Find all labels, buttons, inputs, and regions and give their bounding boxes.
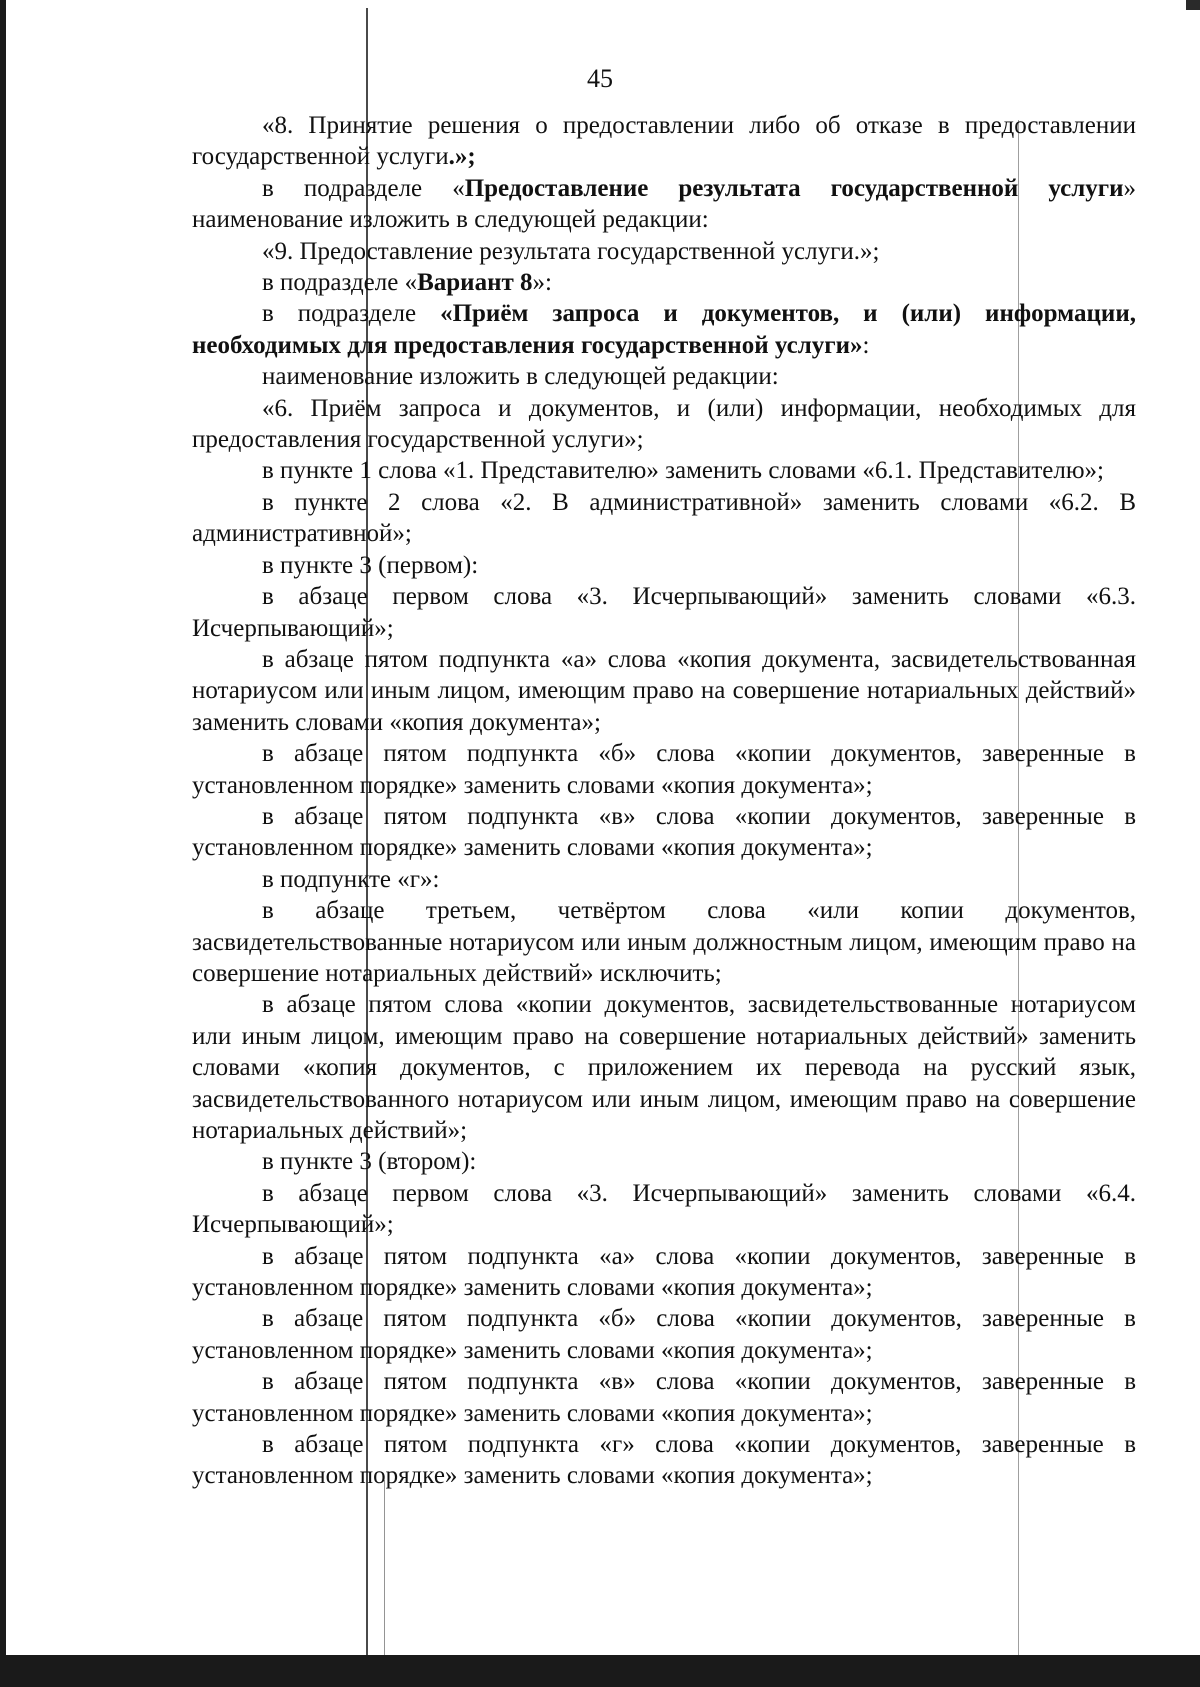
text-run: »: [532, 269, 552, 297]
text-run: в пункте 3 (втором): [262, 1148, 477, 1176]
scan-fold-line [384, 1480, 385, 1660]
paragraph [192, 298, 1136, 361]
paragraph [192, 801, 1136, 864]
paragraph [192, 864, 1136, 895]
text-run: в пункте 3 (первом): [262, 551, 479, 579]
text-run: в пункте 2 слова «2. В административной» заменить словами «6.2. В административной»; [192, 488, 1136, 548]
paragraph [192, 1146, 1136, 1177]
text-run: в абзаце пятом подпункта «а» слова «копия документа, засвидетельствованная нотариусом или иным лицом, имеющим право на совершение нотариальных действий» заменить словами «копия документа»; [192, 645, 1136, 736]
paragraph [192, 1178, 1136, 1241]
paragraph [192, 581, 1136, 644]
text-run: «8. Принятие решения о предоставлении либо об отказе в предоставлении государственной услуги [192, 112, 1136, 171]
text-run: в подпункте «г»: [262, 865, 440, 893]
text-run: в абзаце пятом подпункта «а» слова «копии документов, заверенные в установленном порядке» заменить словами «копия документа»; [192, 1242, 1136, 1302]
text-run: в абзаце пятом слова «копии документов, засвидетельствованные нотариусом или иным лицом, имеющим право на совершение нотариальных действий» заменить словами «копия документов, с приложением их перевода на русский язык, засвидетельствованного нотариусом или иным лицом, имеющим право на совершение нотариальных действий»; [192, 991, 1136, 1144]
paragraph [192, 393, 1136, 456]
paragraph [192, 455, 1136, 486]
text-run: в абзаце пятом подпункта «б» слова «копии документов, заверенные в установленном порядке» заменить словами «копия документа»; [192, 1305, 1136, 1364]
paragraph [192, 1429, 1136, 1492]
scan-left-edge [0, 0, 6, 1687]
paragraph [192, 236, 1136, 267]
paragraph [192, 1366, 1136, 1429]
paragraph [192, 895, 1136, 989]
document-body [192, 110, 1136, 1492]
text-run: в подразделе [262, 300, 441, 328]
text-run: в абзаце первом слова «3. Исчерпывающий» заменить словами «6.4. Исчерпывающий»; [192, 1179, 1136, 1239]
paragraph [192, 361, 1136, 392]
text-run: : [862, 331, 870, 359]
text-run: в абзаце пятом подпункта «в» слова «копии документов, заверенные в установленном порядке» заменить словами «копия документа»; [192, 802, 1136, 862]
bold-text: Предоставление результата государственной услуги [464, 174, 1124, 202]
text-run: «9. Предоставление результата государственной услуги.»; [262, 237, 880, 265]
text-run: в пункте 1 слова «1. Представителю» заменить словами «6.1. Представителю»; [262, 457, 1104, 485]
bold-text: Вариант 8 [417, 269, 533, 297]
text-run: » наименование изложить в следующей редакции: [192, 174, 1136, 234]
bold-text: .»; [448, 143, 476, 171]
text-run: наименование изложить в следующей редакции: [262, 363, 779, 391]
page-number: 45 [587, 64, 613, 93]
text-run: в абзаце пятом подпункта «г» слова «копии документов, заверенные в установленном порядке» заменить словами «копия документа»; [192, 1431, 1136, 1490]
paragraph [192, 644, 1136, 738]
scan-bottom-edge [0, 1655, 1200, 1687]
text-run: «6. Приём запроса и документов, и (или) информации, необходимых для предоставления государственной услуги»; [192, 394, 1136, 454]
paragraph [192, 550, 1136, 581]
text-run: в подразделе « [262, 174, 465, 202]
text-run: в абзаце третьем, четвёртом слова «или копии документов, засвидетельствованные нотариусом или иным должностным лицом, имеющим право на совершение нотариальных действий» исключить; [192, 897, 1136, 987]
bold-text: «Приём запроса и документов, и (или) информации, необходимых для предоставления государственной услуги» [192, 300, 1136, 359]
text-run: в абзаце пятом подпункта «в» слова «копии документов, заверенные в установленном порядке» заменить словами «копия документа»; [192, 1368, 1136, 1427]
text-run: в абзаце первом слова «3. Исчерпывающий» заменить словами «6.3. Исчерпывающий»; [192, 583, 1136, 642]
paragraph [192, 173, 1136, 236]
text-run: в подразделе « [262, 269, 418, 297]
paragraph [192, 110, 1136, 173]
scan-corner-mark [1186, 0, 1200, 10]
paragraph [192, 1303, 1136, 1366]
paragraph [192, 738, 1136, 801]
paragraph [192, 989, 1136, 1146]
text-run: в абзаце пятом подпункта «б» слова «копии документов, заверенные в установленном порядке» заменить словами «копия документа»; [192, 740, 1136, 799]
paragraph [192, 267, 1136, 298]
paragraph [192, 1241, 1136, 1304]
paragraph [192, 487, 1136, 550]
